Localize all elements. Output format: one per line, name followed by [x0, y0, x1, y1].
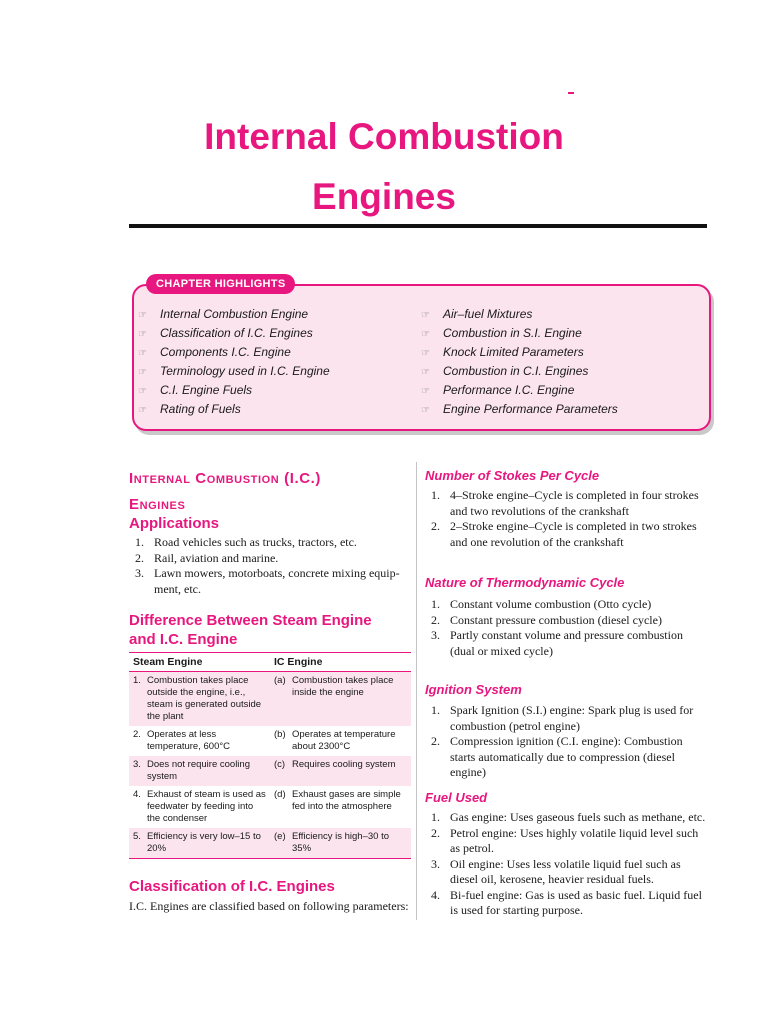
table-row: [129, 828, 411, 859]
row-label: 1.: [133, 675, 141, 686]
highlight-label: Rating of Fuels: [160, 402, 241, 416]
item-number: 3.: [431, 856, 440, 871]
chapter-highlights-tag: CHAPTER HIGHLIGHTS: [146, 274, 295, 294]
table-row: [129, 786, 411, 828]
column-header-ic: IC Engine: [270, 653, 411, 672]
highlight-label: Classification of I.C. Engines: [160, 326, 313, 340]
list-item: [431, 628, 709, 659]
list-item: [431, 597, 709, 613]
chapter-title-line2: Engines: [312, 176, 456, 217]
row-label: (a): [274, 675, 286, 686]
highlight-item: [421, 305, 618, 324]
table-cell: [129, 672, 270, 727]
item-number: 1.: [431, 703, 440, 717]
item-number: 2.: [135, 550, 144, 565]
difference-heading-line2: and I.C. Engine: [129, 631, 238, 648]
cell-text: Operates at less temperature, 600°C: [147, 729, 231, 752]
row-label: 4.: [133, 789, 141, 800]
highlight-label: C.I. Engine Fuels: [160, 383, 253, 397]
item-number: 2.: [431, 612, 440, 627]
strokes-heading: Number of Stokes Per Cycle: [425, 468, 600, 483]
ignition-list: [431, 703, 709, 781]
highlight-item: [421, 400, 618, 419]
row-label: 3.: [133, 759, 141, 770]
pointing-hand-icon: ☞: [421, 367, 430, 378]
row-label: (d): [274, 789, 286, 800]
highlight-label: Air–fuel Mixtures: [443, 307, 533, 321]
item-text: Rail, aviation and marine.: [154, 550, 279, 565]
row-label: (c): [274, 759, 286, 770]
cell-text: Combustion takes place outside the engine, i.e., steam is generated outside the plant: [147, 675, 262, 722]
highlight-item: [421, 324, 618, 343]
highlight-item: [421, 343, 618, 362]
highlight-item: [138, 324, 330, 343]
row-label: (b): [274, 729, 286, 740]
applications-list: [135, 535, 411, 597]
fuel-list: [431, 810, 709, 919]
item-number: 1.: [431, 597, 440, 611]
highlight-item: [138, 381, 330, 400]
classification-heading: Classification of I.C. Engines: [129, 878, 335, 895]
table-cell: [129, 828, 270, 859]
list-item: [431, 857, 709, 888]
pointing-hand-icon: ☞: [421, 348, 430, 359]
pointing-hand-icon: ☞: [421, 386, 430, 397]
item-number: 2.: [431, 519, 440, 533]
highlight-item: [138, 362, 330, 381]
cell-text: Combustion takes place inside the engine: [292, 675, 394, 698]
item-number: 2.: [431, 734, 440, 748]
thermo-list: [431, 597, 709, 659]
list-item: [135, 551, 411, 567]
pointing-hand-icon: ☞: [138, 386, 147, 397]
item-text: Partly constant volume and pressure combustion (dual or mixed cycle): [450, 628, 683, 658]
table-cell: [270, 726, 411, 756]
difference-heading-line1: Difference Between Steam Engine: [129, 612, 372, 629]
list-item: [431, 826, 709, 857]
highlight-item: [138, 400, 330, 419]
highlight-label: Internal Combustion Engine: [160, 307, 309, 321]
table-cell: [270, 672, 411, 727]
item-text: Petrol engine: Uses highly volatile liquid level such as petrol.: [450, 825, 699, 855]
highlight-item: [421, 362, 618, 381]
list-item: [431, 519, 709, 550]
column-separator: [416, 462, 417, 920]
item-text: Constant pressure combustion (diesel cycle): [450, 612, 662, 627]
comparison-table: [129, 652, 411, 859]
item-text: 2–Stroke engine–Cycle is completed in two strokes and one revolution of the crankshaft: [450, 519, 697, 549]
item-number: 3.: [431, 628, 440, 642]
item-number: 1.: [431, 488, 440, 502]
pointing-hand-icon: ☞: [421, 405, 430, 416]
list-item: [431, 488, 709, 519]
chapter-title-line1: Internal Combustion: [204, 116, 564, 157]
item-text: Road vehicles such as trucks, tractors, etc.: [154, 535, 357, 549]
section-heading-line: Internal Combustion (I.C.): [129, 470, 322, 487]
pointing-hand-icon: ☞: [421, 329, 430, 340]
table-cell: [129, 786, 270, 828]
highlights-right-list: [421, 305, 618, 419]
cell-text: Efficiency is very low–15 to 20%: [147, 831, 261, 854]
highlight-label: Terminology used in I.C. Engine: [160, 364, 330, 378]
table-cell: [129, 756, 270, 786]
strokes-list: [431, 488, 709, 550]
section-heading-ic-engines: [129, 466, 321, 518]
cell-text: Exhaust of steam is used as feedwater by feeding into the condenser: [147, 789, 266, 824]
item-number: 1.: [431, 810, 440, 824]
fuel-heading: Fuel Used: [425, 790, 488, 805]
item-text: 4–Stroke engine–Cycle is completed in four strokes and two revolutions of the crankshaft: [450, 488, 699, 518]
highlight-label: Combustion in C.I. Engines: [443, 364, 589, 378]
applications-heading: Applications: [129, 515, 220, 532]
cell-text: Operates at temperature about 2300°C: [292, 729, 396, 752]
pointing-hand-icon: ☞: [138, 329, 147, 340]
highlight-item: [421, 381, 618, 400]
table-row: [129, 726, 411, 756]
list-item: [431, 888, 709, 919]
item-number: 4.: [431, 887, 440, 902]
highlight-label: Performance I.C. Engine: [443, 383, 575, 397]
highlight-label: Engine Performance Parameters: [443, 402, 618, 416]
table-cell: [129, 726, 270, 756]
cell-text: Does not require cooling system: [147, 759, 250, 782]
item-number: 1.: [135, 535, 144, 549]
table-header-row: [129, 653, 411, 672]
table-cell: [270, 828, 411, 859]
highlight-label: Knock Limited Parameters: [443, 345, 584, 359]
row-label: (e): [274, 831, 286, 842]
cell-text: Requires cooling system: [292, 759, 396, 770]
list-item: [431, 810, 709, 826]
item-text: Oil engine: Uses less volatile liquid fuel such as diesel oil, kerosene, heavier residual fuels.: [450, 856, 681, 886]
pointing-hand-icon: ☞: [138, 310, 147, 321]
item-text: Lawn mowers, motorboats, concrete mixing equip-ment, etc.: [154, 566, 400, 596]
item-text: Compression ignition (C.I. engine): Combustion starts automatically due to compression (diesel engine): [450, 734, 683, 779]
pointing-hand-icon: ☞: [138, 405, 147, 416]
highlight-label: Components I.C. Engine: [160, 345, 291, 359]
table-row: [129, 672, 411, 727]
highlight-label: Combustion in S.I. Engine: [443, 326, 582, 340]
list-item: [431, 703, 709, 734]
thermo-heading: Nature of Thermodynamic Cycle: [425, 575, 625, 590]
list-item: [431, 734, 709, 781]
item-text: Spark Ignition (S.I.) engine: Spark plug is used for combustion (petrol engine): [450, 703, 694, 733]
classification-text: I.C. Engines are classified based on following parameters:: [129, 899, 409, 913]
row-label: 5.: [133, 831, 141, 842]
title-rule: [129, 224, 707, 228]
top-mark: [568, 92, 574, 94]
ignition-heading: Ignition System: [425, 682, 522, 697]
highlight-item: [138, 305, 330, 324]
list-item: [431, 613, 709, 629]
table-cell: [270, 756, 411, 786]
item-number: 3.: [135, 566, 144, 580]
pointing-hand-icon: ☞: [138, 348, 147, 359]
item-number: 2.: [431, 825, 440, 840]
highlight-item: [138, 343, 330, 362]
item-text: Gas engine: Uses gaseous fuels such as methane, etc.: [450, 810, 706, 824]
row-label: 2.: [133, 729, 141, 740]
pointing-hand-icon: ☞: [138, 367, 147, 378]
table-row: [129, 756, 411, 786]
item-text: Bi-fuel engine: Gas is used as basic fuel. Liquid fuel is used for starting purpose.: [450, 887, 702, 917]
list-item: [135, 535, 411, 551]
column-header-steam: Steam Engine: [129, 653, 270, 672]
cell-text: Exhaust gases are simple fed into the atmosphere: [292, 789, 401, 812]
section-heading-line: Engines: [129, 496, 186, 513]
cell-text: Efficiency is high–30 to 35%: [292, 831, 389, 854]
item-text: Constant volume combustion (Otto cycle): [450, 597, 652, 611]
list-item: [135, 566, 411, 597]
highlights-left-list: [138, 305, 330, 419]
table-cell: [270, 786, 411, 828]
pointing-hand-icon: ☞: [421, 310, 430, 321]
